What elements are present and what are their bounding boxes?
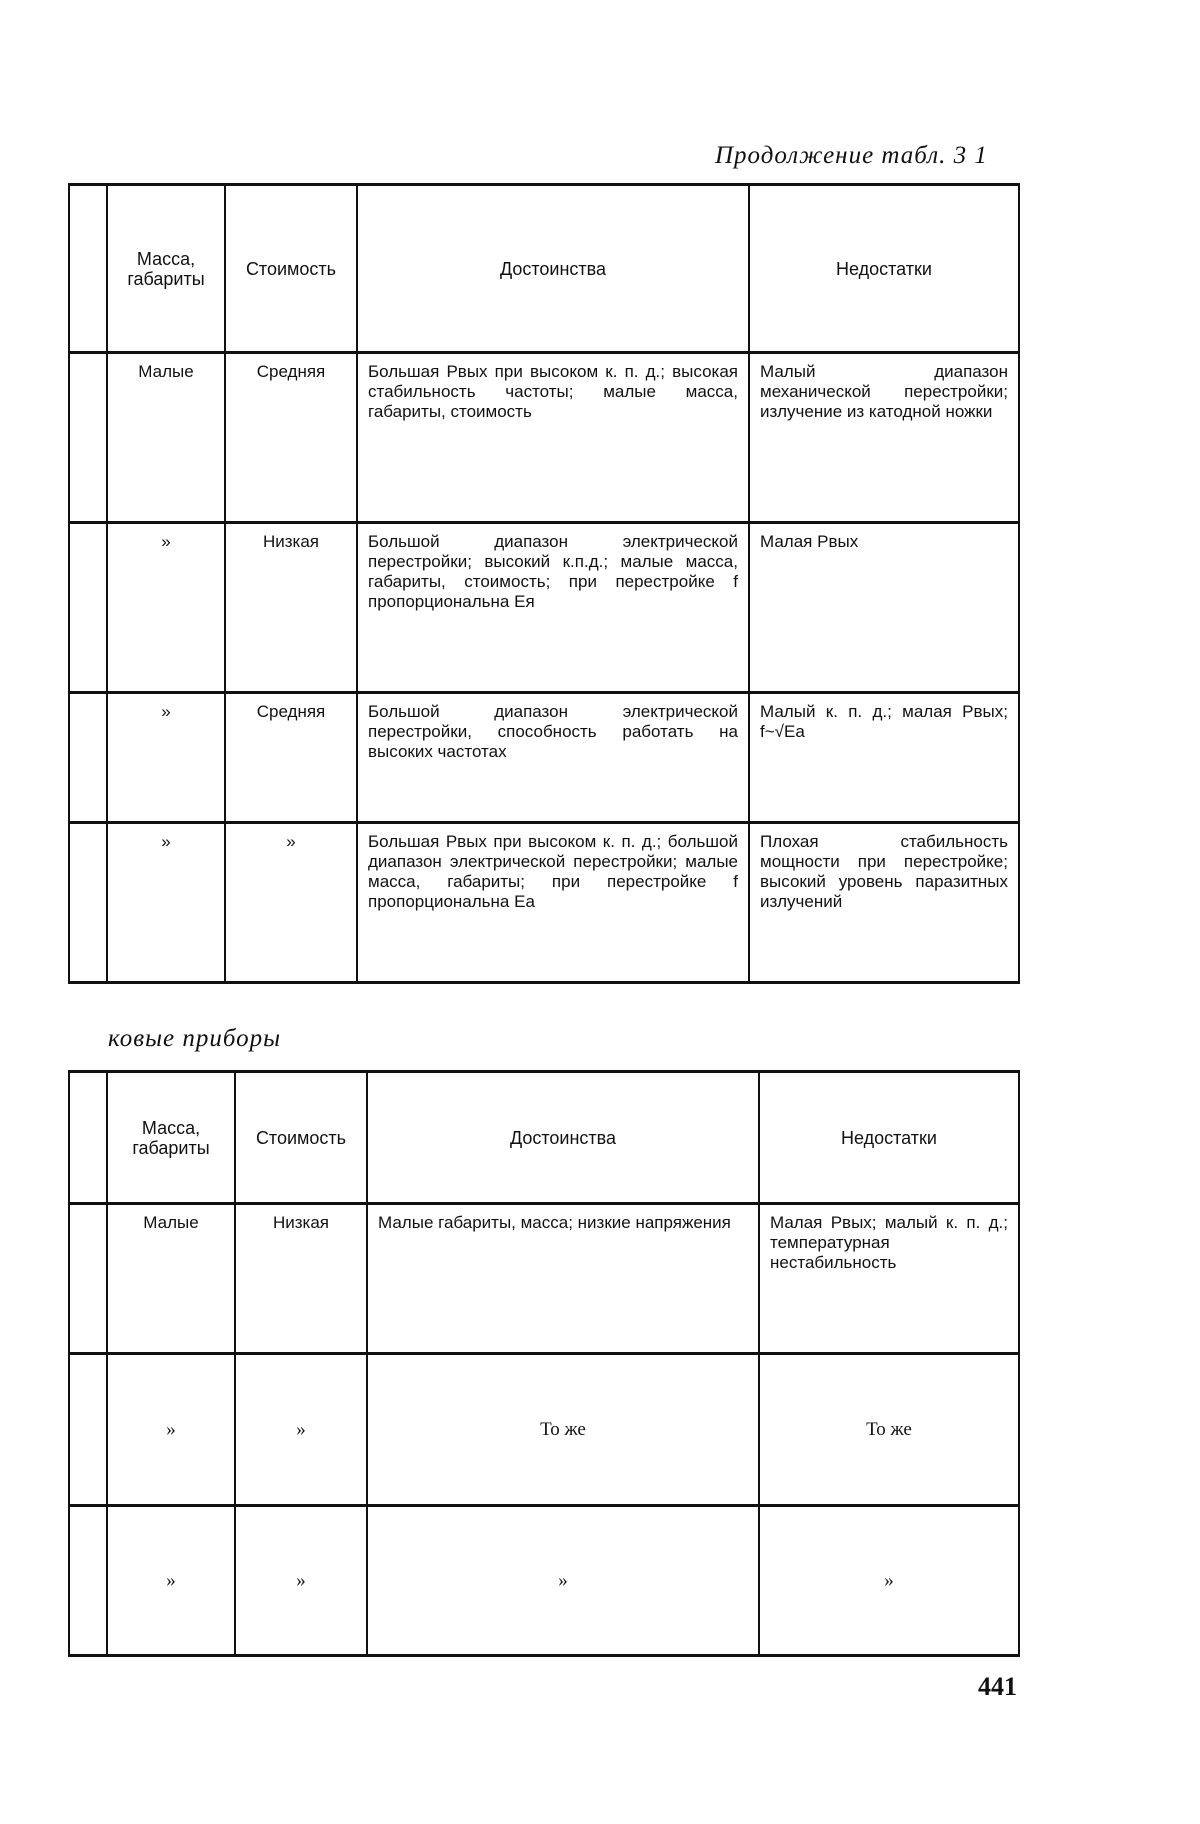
table1-row — [69, 693, 1019, 823]
pros-cell: » — [367, 1506, 759, 1656]
page-number: 441 — [978, 1672, 1017, 1701]
table2-row — [69, 1204, 1019, 1354]
table2-col-mass: Масса, габариты — [107, 1072, 235, 1204]
pros-cell: Большая Pвых при высоком к. п. д.; большой диапазон электрической перестройки; малые масса, габариты; при перестройке f пропорциональна Eа — [357, 823, 749, 983]
cons-cell: Малая Pвых; малый к. п. д.; температурная нестабильность — [759, 1204, 1019, 1354]
table1-left-margin-cell — [69, 185, 107, 353]
pros-cell: Большой диапазон электрической перестройки, способность работать на высоких частотах — [357, 693, 749, 823]
table1-col-cost: Стоимость — [225, 185, 357, 353]
table1-left-margin-cell — [69, 693, 107, 823]
pros-cell: Малые габариты, масса; низкие напряжения — [367, 1204, 759, 1354]
cost-cell: Низкая — [235, 1204, 367, 1354]
mass-cell: » — [107, 693, 225, 823]
table1-left-margin-cell — [69, 823, 107, 983]
mass-cell: » — [107, 523, 225, 693]
table2-left-margin-cell — [69, 1072, 107, 1204]
table2-left-margin-cell — [69, 1506, 107, 1656]
cons-cell: Малый к. п. д.; малая Pвых; f~√Eа — [749, 693, 1019, 823]
table1-col-cons: Недостатки — [749, 185, 1019, 353]
mass-cell: Малые — [107, 353, 225, 523]
cost-cell: » — [235, 1354, 367, 1506]
mass-cell: Малые — [107, 1204, 235, 1354]
pros-cell: Большая Pвых при высоком к. п. д.; высокая стабильность частоты; малые масса, габариты, стоимость — [357, 353, 749, 523]
mass-cell: » — [107, 1506, 235, 1656]
table2-row — [69, 1354, 1019, 1506]
table1-row — [69, 353, 1019, 523]
table-solid-state-devices — [68, 1070, 1020, 1657]
table1-col-pros: Достоинства — [357, 185, 749, 353]
cons-cell: То же — [759, 1354, 1019, 1506]
pros-cell: То же — [367, 1354, 759, 1506]
table1-row — [69, 823, 1019, 983]
cost-cell: Низкая — [225, 523, 357, 693]
cons-cell: » — [759, 1506, 1019, 1656]
table2-col-pros: Достоинства — [367, 1072, 759, 1204]
cost-cell: Средняя — [225, 353, 357, 523]
table2-left-margin-cell — [69, 1204, 107, 1354]
table1-col-mass: Масса, габариты — [107, 185, 225, 353]
cons-cell: Малая Pвых — [749, 523, 1019, 693]
table2-col-cons: Недостатки — [759, 1072, 1019, 1204]
table1-row — [69, 523, 1019, 693]
pros-cell: Большой диапазон электрической перестройки; высокий к.п.д.; малые масса, габариты, стоимость; при перестройке f пропорциональна Eя — [357, 523, 749, 693]
mass-cell: » — [107, 1354, 235, 1506]
table1-left-margin-cell — [69, 353, 107, 523]
cost-cell: » — [235, 1506, 367, 1656]
mass-cell: » — [107, 823, 225, 983]
cost-cell: Средняя — [225, 693, 357, 823]
table-continuation-caption: Продолжение табл. 3 1 — [715, 142, 988, 169]
table1-left-margin-cell — [69, 523, 107, 693]
table2-col-cost: Стоимость — [235, 1072, 367, 1204]
cost-cell: » — [225, 823, 357, 983]
cons-cell: Плохая стабильность мощности при перестройке; высокий уровень паразитных излучений — [749, 823, 1019, 983]
section-caption: ковые приборы — [108, 1025, 282, 1052]
cons-cell: Малый диапазон механической перестройки; излучение из катодной ножки — [749, 353, 1019, 523]
table-vacuum-devices — [68, 183, 1020, 984]
table2-left-margin-cell — [69, 1354, 107, 1506]
table2-row — [69, 1506, 1019, 1656]
